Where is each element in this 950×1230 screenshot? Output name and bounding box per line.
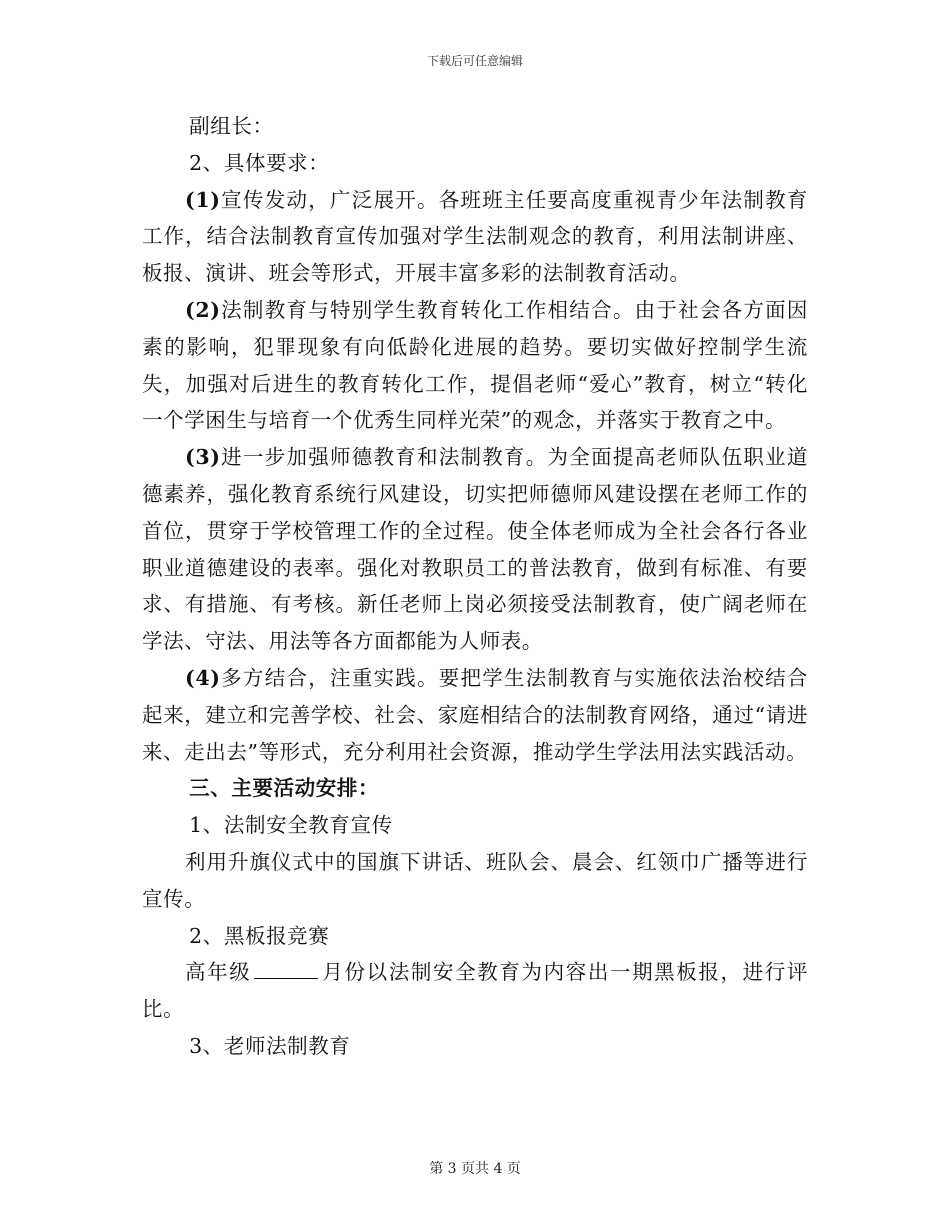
activity-title-2: 2、黑板报竞赛 (189, 923, 330, 948)
requirement-text-1: 宣传发动，广泛展开。各班班主任要高度重视青少年法制教育工作，结合法制教育宣传加强对学生法制观念的教育，利用法制讲座、板报、演讲、班会等形式，开展丰富多彩的法制教育活动。 (142, 187, 808, 286)
activity-body-2 (142, 954, 808, 1028)
paragraph-requirement-3 (142, 439, 808, 660)
requirement-text-4: 多方结合，注重实践。要把学生法制教育与实施依法治校结合起来，建立和完善学校、社会、家庭相结合的法制教育网络，通过“请进来、走出去”等形式，充分利用社会资源，推动学生学法用法实践活动。 (142, 665, 808, 764)
paragraph-requirement-2 (142, 292, 808, 439)
paragraph-requirement-4 (142, 660, 808, 770)
paragraph-requirement-1 (142, 182, 808, 292)
requirement-number-4: (4) (185, 665, 221, 690)
requirement-number-1: (1) (185, 187, 221, 212)
page-footer: 第 3 页共 4 页 (429, 1161, 521, 1177)
document-body (142, 108, 808, 1065)
requirement-text-2: 法制教育与特别学生教育转化工作相结合。由于社会各方面因素的影响，犯罪现象有向低龄化进展的趋势。要切实做好控制学生流失，加强对后进生的教育转化工作，提倡老师“爱心”教育，树立“转化一个学困生与培育一个优秀生同样光荣”的观念，并落实于教育之中。 (142, 297, 808, 433)
requirement-text-3: 进一步加强师德教育和法制教育。为全面提高老师队伍职业道德素养，强化教育系统行风建设，切实把师德师风建设摆在老师工作的首位，贯穿于学校管理工作的全过程。使全体老师成为全社会各行各业职业道德建设的表率。强化对教职员工的普法教育，做到有标准、有要求、有措施、有考核。新任老师上岗必须接受法制教育，使广阔老师在学法、守法、用法等各方面都能为人师表。 (142, 445, 808, 654)
activity-title-1: 1、法制安全教育宣传 (189, 813, 393, 838)
activity-body-2-end: 月份以法制安全教育为内容出一期黑板报，进行评比。 (142, 960, 808, 1022)
fill-in-blank (254, 960, 318, 979)
paragraph-deputy-leader: 副组长： (189, 114, 274, 138)
requirement-number-2: (2) (185, 297, 221, 322)
activity-body-1: 利用升旗仪式中的国旗下讲话、班队会、晨会、红领巾广播等进行宣传。 (142, 849, 808, 911)
paragraph-requirements-heading: 2、具体要求： (189, 150, 330, 175)
activity-title-3: 3、老师法制教育 (189, 1033, 351, 1058)
activity-body-2-start: 高年级 (185, 960, 252, 985)
requirement-number-3: (3) (185, 445, 221, 470)
page-header: 下载后可任意编辑 (426, 54, 523, 68)
section-heading-activities: 三、主要活动安排： (189, 776, 380, 801)
